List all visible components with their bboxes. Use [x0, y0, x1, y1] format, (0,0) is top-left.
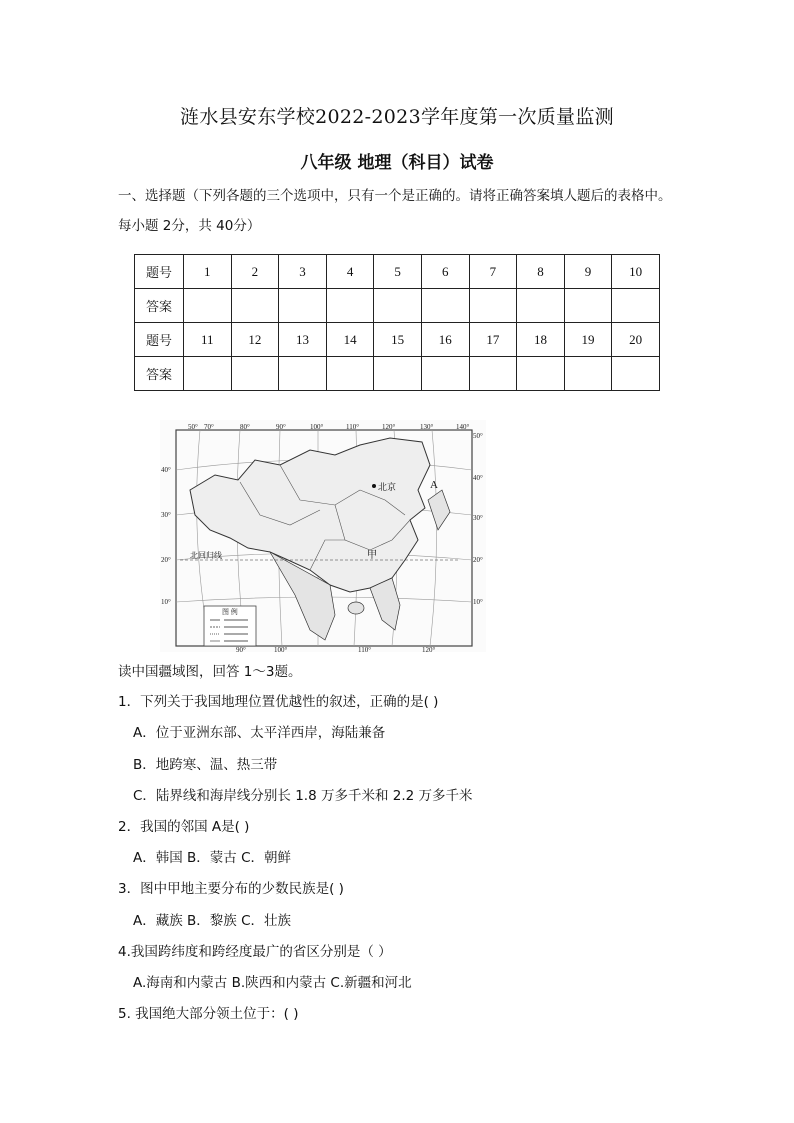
- question-1-option-a[interactable]: A．位于亚洲东部、太平洋西岸，海陆兼备: [133, 725, 386, 741]
- table-row-answers-2: [135, 357, 660, 391]
- question-number: 18: [517, 323, 565, 357]
- question-4-stem: 4.我国跨纬度和跨经度最广的省区分别是（ ）: [118, 944, 392, 960]
- question-number: 12: [231, 323, 279, 357]
- answer-cell[interactable]: [231, 289, 279, 323]
- answer-cell[interactable]: [374, 357, 422, 391]
- question-label: 题号: [135, 255, 184, 289]
- answer-cell[interactable]: [421, 289, 469, 323]
- lon-label: 110°: [346, 423, 360, 431]
- lon-label: 80°: [240, 423, 250, 431]
- exam-title: 涟水县安东学校2022-2023学年度第一次质量监测: [180, 106, 614, 128]
- lat-label: 40°: [473, 474, 483, 482]
- answer-cell[interactable]: [326, 289, 374, 323]
- question-number: 11: [184, 323, 232, 357]
- question-1-stem: 1．下列关于我国地理位置优越性的叙述，正确的是( ): [118, 694, 439, 710]
- lat-label: 20°: [161, 556, 171, 564]
- lon-label: 130°: [420, 423, 434, 431]
- section-instruction-line1: 一、选择题（下列各题的三个选项中，只有一个是正确的。请将正确答案填人题后的表格中。: [118, 188, 672, 204]
- table-row-question-numbers-2: [135, 323, 660, 357]
- lon-label: 50°: [188, 423, 198, 431]
- question-number: 15: [374, 323, 422, 357]
- section-instruction-line2: 每小题 2分，共 40分）: [118, 218, 261, 234]
- question-number: 7: [469, 255, 517, 289]
- question-number: 3: [279, 255, 327, 289]
- question-number: 4: [326, 255, 374, 289]
- lon-label: 90°: [236, 646, 246, 652]
- label-jia: 甲: [367, 550, 377, 561]
- legend-title: 图 例: [222, 608, 238, 616]
- question-2-options[interactable]: A．韩国 B．蒙古 C．朝鲜: [133, 850, 292, 866]
- question-1-option-c[interactable]: C．陆界线和海岸线分别长 1.8 万多千米和 2.2 万多千米: [133, 788, 473, 804]
- table-row-question-numbers-1: [135, 255, 660, 289]
- question-1-option-b[interactable]: B．地跨寒、温、热三带: [133, 757, 278, 773]
- answer-cell[interactable]: [517, 289, 565, 323]
- question-number: 2: [231, 255, 279, 289]
- answer-cell[interactable]: [612, 357, 660, 391]
- answer-cell[interactable]: [279, 357, 327, 391]
- answer-cell[interactable]: [374, 289, 422, 323]
- question-3-options[interactable]: A．藏族 B．黎族 C．壮族: [133, 913, 292, 929]
- question-3-stem: 3．图中甲地主要分布的少数民族是( ): [118, 881, 344, 897]
- lat-label: 40°: [161, 466, 171, 474]
- label-beijing: 北京: [378, 483, 397, 493]
- answer-cell[interactable]: [231, 357, 279, 391]
- map-intro: 读中国疆域图，回答 1～3题。: [118, 664, 302, 680]
- question-number: 17: [469, 323, 517, 357]
- answer-cell[interactable]: [469, 289, 517, 323]
- lat-label: 20°: [473, 556, 483, 564]
- question-number: 9: [564, 255, 612, 289]
- answer-cell[interactable]: [184, 357, 232, 391]
- lat-label: 30°: [473, 514, 483, 522]
- question-number: 13: [279, 323, 327, 357]
- table-row-answers-1: [135, 289, 660, 323]
- question-number: 6: [421, 255, 469, 289]
- answer-cell[interactable]: [326, 357, 374, 391]
- answer-cell[interactable]: [612, 289, 660, 323]
- lon-label: 140°: [456, 423, 470, 431]
- lat-label: 50°: [473, 432, 483, 440]
- question-number: 14: [326, 323, 374, 357]
- answer-cell[interactable]: [564, 289, 612, 323]
- lat-label: 10°: [161, 598, 171, 606]
- lon-label: 110°: [358, 646, 372, 652]
- lon-label: 90°: [276, 423, 286, 431]
- lon-label: 120°: [422, 646, 436, 652]
- answer-cell[interactable]: [517, 357, 565, 391]
- question-number: 19: [564, 323, 612, 357]
- question-number: 8: [517, 255, 565, 289]
- lat-label: 10°: [473, 598, 483, 606]
- answer-table: [134, 254, 660, 391]
- lon-label: 100°: [310, 423, 324, 431]
- lon-label: 100°: [274, 646, 288, 652]
- label-a: A: [430, 479, 438, 491]
- question-4-options[interactable]: A.海南和内蒙古 B.陕西和内蒙古 C.新疆和河北: [133, 975, 412, 991]
- question-number: 1: [184, 255, 232, 289]
- answer-cell[interactable]: [564, 357, 612, 391]
- question-2-stem: 2．我国的邻国 A是( ): [118, 819, 250, 835]
- question-number: 10: [612, 255, 660, 289]
- label-tropic: 北回归线: [190, 551, 222, 560]
- question-number: 20: [612, 323, 660, 357]
- question-5-stem: 5. 我国绝大部分领土位于：( ): [118, 1006, 299, 1022]
- answer-cell[interactable]: [279, 289, 327, 323]
- answer-cell[interactable]: [469, 357, 517, 391]
- lon-label: 70°: [204, 423, 214, 431]
- question-label: 题号: [135, 323, 184, 357]
- answer-label: 答案: [135, 357, 184, 391]
- beijing-marker: [372, 484, 376, 488]
- answer-cell[interactable]: [421, 357, 469, 391]
- lat-label: 30°: [161, 511, 171, 519]
- answer-label: 答案: [135, 289, 184, 323]
- question-number: 16: [421, 323, 469, 357]
- lon-label: 120°: [382, 423, 396, 431]
- answer-cell[interactable]: [184, 289, 232, 323]
- china-territory-map: [160, 420, 486, 652]
- exam-subtitle: 八年级 地理（科目）试卷: [300, 153, 494, 173]
- question-number: 5: [374, 255, 422, 289]
